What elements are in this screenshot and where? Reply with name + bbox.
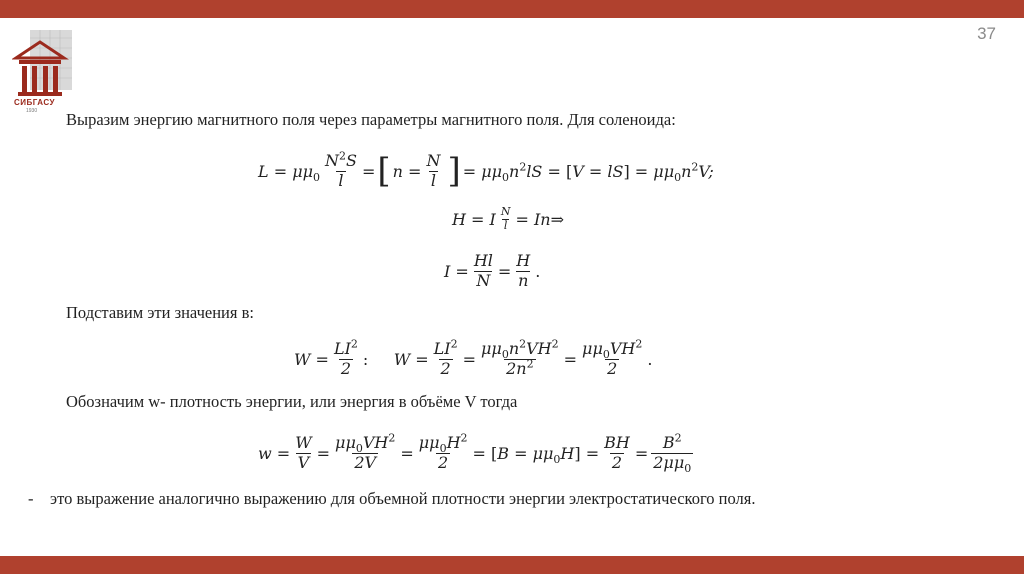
- conclusion-paragraph: это выражение аналогично выражению для объемной плотности энергии электростатического поля.: [50, 489, 756, 508]
- bottom-bar: [0, 556, 1024, 574]
- equation-energy: W = $\frac{LI^2}{2}$ : W = $\frac{LI^2}{2}$ = $\frac{\mu\mu_0n^2VH^2}{2n^2}$ = $\frac{\mu\mu_0VH^2}{2}$ .: [294, 337, 653, 378]
- logo-text: СИБГАСУ: [14, 98, 56, 107]
- equation-current: I = $\frac{Hl}{N}$ = $\frac{H}{n}$ .: [444, 251, 541, 290]
- equation-energy-density: w = $\frac{W}{V}$ = $\frac{\mu\mu_0VH^2}{2V}$ = $\frac{\mu\mu_0H^2}{2}$ = $[B = \mu\mu_0H]$ = $\frac{BH}{2}$ = $\frac{B^2}{2\mu\mu_0}$: [258, 431, 692, 475]
- logo-subtext: 1930: [26, 108, 38, 114]
- bullet-dash: -: [28, 489, 34, 508]
- intro-paragraph: Выразим энергию магнитного поля через параметры магнитного поля. Для соленоида:: [66, 110, 676, 129]
- density-paragraph: Обозначим w- плотность энергии, или энергия в объёме V тогда: [66, 392, 518, 411]
- equation-field-strength: H = I $\frac{N}{l}$ = In⇒: [452, 204, 565, 232]
- substitute-paragraph: Подставим эти значения в:: [66, 303, 254, 322]
- top-bar: [0, 0, 1024, 18]
- page-number: 37: [977, 24, 996, 43]
- equation-inductance: $L = \mu\mu_0$ $\frac{N^2S}{l}$ = [ n = $\frac{N}{l}$ ] = $\mu\mu_0n^2lS = [V = lS] = \mu\mu_0n^2V$;: [258, 149, 714, 191]
